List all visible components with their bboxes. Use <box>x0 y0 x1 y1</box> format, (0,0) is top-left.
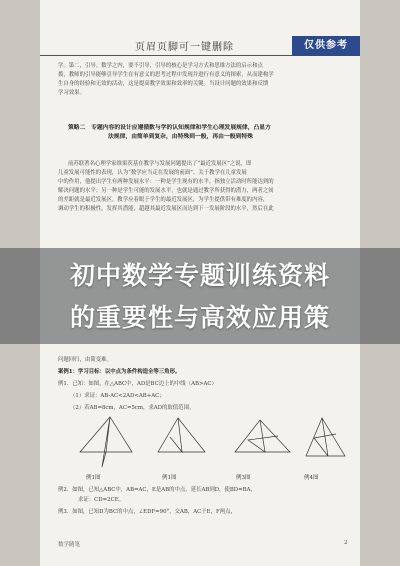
body-line: 中的作用，他提出学生有两种发展水平：一种是学生现有的水平，指独立活动时所能达到的 <box>58 179 274 185</box>
footer-left: 数学随笔 <box>58 542 81 548</box>
page-header <box>40 36 360 56</box>
body-line: 调动学生的积极性，发挥其潜能，超越其最近发展区而达到下一发展阶段的水平，然后在此 <box>58 206 274 212</box>
strategy-heading-cont: 法规律，由简单到复杂，由特殊到一般，再由一般到特殊 <box>108 134 253 140</box>
body-line: 拨，教师的引导能够引导学生在有意义的思考过程中发现并进行有意义的探索，从而建构学 <box>58 72 274 78</box>
banner-title-line1: 初中数学专题训练资料 <box>69 261 330 290</box>
body-line: 生自身的经验和无效的活动，这是提高教学效果和效率的关键。当设计问题的效果和反馈 <box>58 81 269 87</box>
page-number: 2 <box>344 540 348 546</box>
triangle-shape <box>248 420 278 452</box>
strategy-heading: 策略二 专题内容的设计应遵循数与学的认知规律和学生心理发展规律，凸显方 <box>68 125 271 131</box>
triangle-shape <box>80 417 132 452</box>
banner-title-line2: 的重要性与高效应用策 <box>69 303 330 332</box>
example-line: （2）若AB=8cm，AC=5cm，求AD的取值范围。 <box>70 405 195 411</box>
body-line: 前苏联著名心理学家维果茨基在教学与发展问题提出了“最近发展区”之说，即 <box>68 161 252 167</box>
triangle-shape <box>170 418 182 452</box>
body-line: 问题回归，由简变难。 <box>58 357 112 363</box>
geometry-figures <box>70 412 350 470</box>
case-heading: 案例1：学习目标：以中点为条件构造全等三角形。 <box>58 369 181 375</box>
figure-caption: 例1图 <box>86 475 101 481</box>
reference-badge: 仅供参考 <box>292 36 360 56</box>
body-line: 解决问题的水平；另一种是学生可能的发展水平，也就是通过教学所获得的潜力，两者之间 <box>58 188 274 194</box>
figure-caption: 例3图 <box>236 475 251 481</box>
body-line: 学。第二，引导。数学之内，要不引导，引导的核心是学习方式和思维方法的启示和点 <box>58 63 263 69</box>
body-line: 的差距就是最近发展区。教学应着眼于学生的最近发展区，为学生提供带有难度的内容， <box>58 197 269 203</box>
figure-caption: 例4图 <box>304 475 319 481</box>
triangle-shape <box>306 418 345 456</box>
body-line: 儿童发展可能性的表现，认为“数学应当走在发展的前面”。关于教学在儿童发展 <box>58 170 247 176</box>
title-banner <box>0 248 400 344</box>
header-title: 页眉页脚可一键删除 <box>135 42 234 53</box>
example-line: （1）求证：AB-AC<2AD<AB+AC； <box>70 393 165 399</box>
example-line: 例2．如图，已知△ABC中，AB=AC，E是AB的中点，延长AB到D，使BD=BA， <box>58 487 256 493</box>
example-line: 求证：CD=2CE。 <box>78 497 125 503</box>
example-line: 例1．已知：如图，在△ABC中，AD是BC边上的中线（AB>AC） <box>58 381 217 387</box>
figure-caption: 例1图 <box>162 475 177 481</box>
example-line: 例3．如图，已知D为BC的中点，∠EDF=90°，交AB，AC于E，F两点， <box>58 509 236 515</box>
triangle-shape <box>314 418 336 456</box>
body-line: 学习效果。 <box>58 90 85 96</box>
